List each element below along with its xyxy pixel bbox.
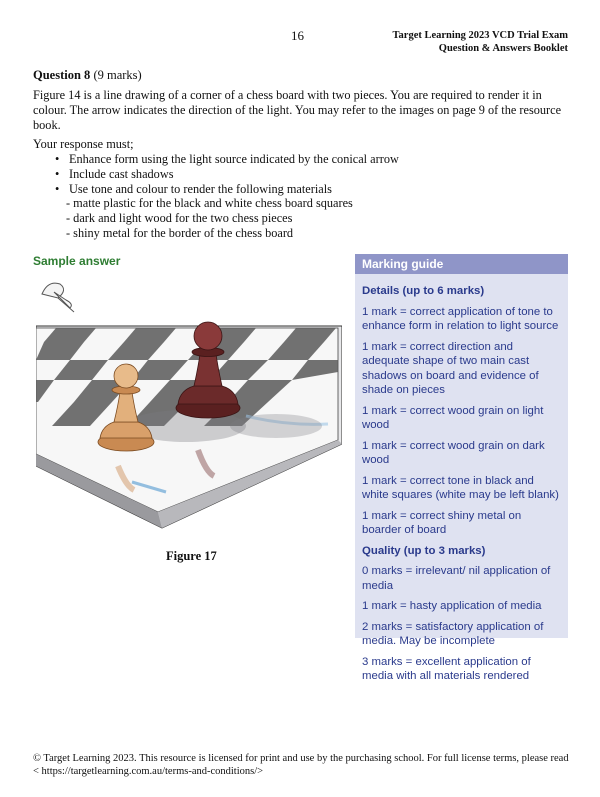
question-lead: Your response must; xyxy=(33,137,134,151)
requirements-list xyxy=(55,152,399,197)
license-link: < https://targetlearning.com.au/terms-and-conditions/> xyxy=(33,766,264,777)
detail-item: 1 mark = correct wood grain on dark wood xyxy=(362,439,545,466)
quality-item: 0 marks = irrelevant/ nil application of media xyxy=(362,565,551,592)
detail-item: 1 mark = correct tone in black and white squares (white may be left blank) xyxy=(362,474,559,501)
marking-guide-panel xyxy=(355,254,568,682)
quality-item: 2 marks = satisfactory application of media. May be incomplete xyxy=(362,620,544,647)
material-item: - shiny metal for the border of the chess board xyxy=(66,226,294,240)
chessboard-illustration xyxy=(36,276,342,540)
quality-item: 3 marks = excellent application of media with all materials rendered xyxy=(362,655,531,682)
booklet-subtitle: Question & Answers Booklet xyxy=(438,43,568,54)
detail-item: 1 mark = correct wood grain on light wood xyxy=(362,404,544,431)
material-item: - matte plastic for the black and white chess board squares xyxy=(66,196,353,210)
detail-item: 1 mark = correct direction and adequate shape of two main cast shadows on board and evidence of shade on pieces xyxy=(362,340,539,396)
license-text: © Target Learning 2023. This resource is licensed for print and use by the purchasing school. For full license terms, please read xyxy=(33,753,569,764)
booklet-header xyxy=(393,29,569,55)
sample-answer-label: Sample answer xyxy=(33,254,121,268)
conical-arrow-icon xyxy=(42,283,74,312)
details-heading: Details (up to 6 marks) xyxy=(362,285,485,297)
page-number: 16 xyxy=(291,28,304,43)
material-item: - dark and light wood for the two chess pieces xyxy=(66,211,293,225)
marking-guide-body xyxy=(355,274,568,684)
question-body: Figure 14 is a line drawing of a corner of a chess board with two pieces. You are required to render it in colour. The arrow indicates the direction of the light. You may refer to the images on page 9 of the resource book. xyxy=(33,88,562,132)
requirement-item: • Enhance form using the light source indicated by the conical arrow xyxy=(55,152,399,167)
materials-list xyxy=(66,196,353,241)
detail-item: 1 mark = correct shiny metal on boarder of board xyxy=(362,509,522,536)
requirement-item: • Use tone and colour to render the following materials xyxy=(55,182,399,197)
license-footer xyxy=(33,752,573,778)
quality-item: 1 mark = hasty application of media xyxy=(362,600,542,612)
requirement-item: • Include cast shadows xyxy=(55,167,399,182)
booklet-title: Target Learning 2023 VCD Trial Exam xyxy=(392,30,568,41)
detail-item: 1 mark = correct application of tone to enhance form in relation to light source xyxy=(362,305,559,332)
figure-caption: Figure 17 xyxy=(166,549,217,563)
quality-heading: Quality (up to 3 marks) xyxy=(362,544,486,557)
question-title xyxy=(33,68,142,83)
question-marks: (9 marks) xyxy=(93,68,142,82)
marking-guide-title: Marking guide xyxy=(355,254,568,274)
question-number: Question 8 xyxy=(33,68,91,82)
